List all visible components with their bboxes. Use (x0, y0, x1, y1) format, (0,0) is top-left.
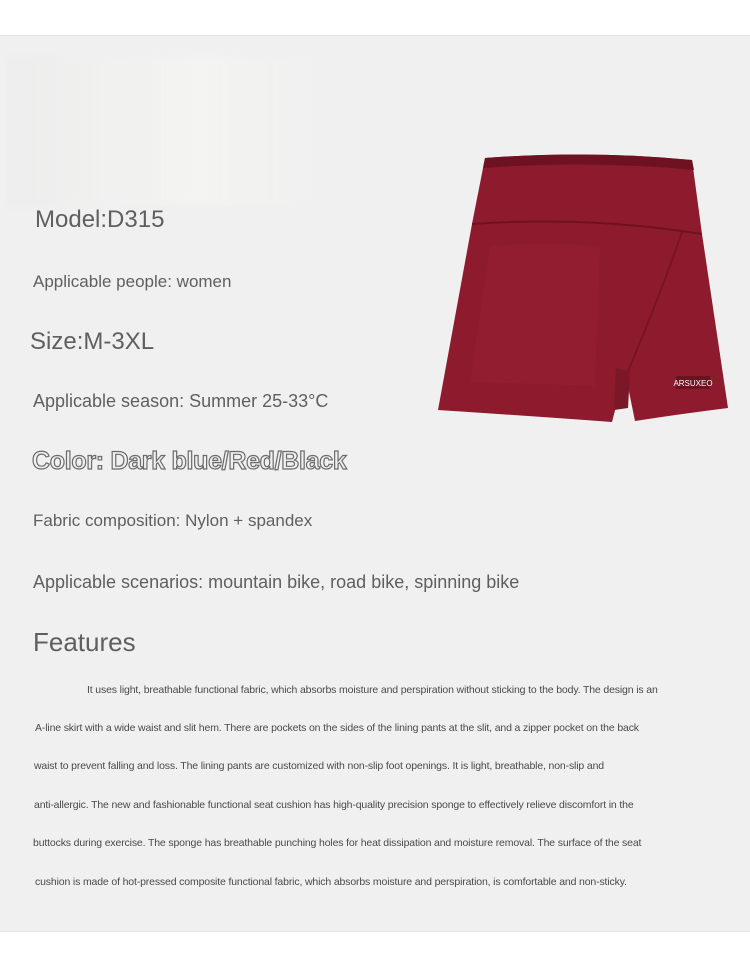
feature-line: It uses light, breathable functional fabric, which absorbs moisture and perspiration without sticking to the body. The design is an (87, 684, 658, 696)
spec-model: Model:D315 (35, 206, 165, 233)
spec-color: Color: Dark blue/Red/Black (32, 447, 347, 475)
spec-season: Applicable season: Summer 25-33°C (33, 391, 329, 411)
spec-applicable-people: Applicable people: women (33, 272, 232, 291)
skirt-illustration (430, 146, 740, 436)
faded-background-image (8, 56, 328, 206)
feature-line: A-line skirt with a wide waist and slit hem. There are pockets on the sides of the lining pants at the slit, and a zipper pocket on the back (35, 722, 639, 734)
spec-scenarios: Applicable scenarios: mountain bike, road bike, spinning bike (33, 572, 520, 592)
feature-line: waist to prevent falling and loss. The lining pants are customized with non-slip foot openings. It is light, breathable, non-slip and (34, 760, 604, 772)
spec-size: Size:M-3XL (30, 328, 155, 355)
features-heading: Features (33, 627, 136, 657)
product-detail-panel (0, 35, 750, 932)
feature-line: anti-allergic. The new and fashionable functional seat cushion has high-quality precision sponge to effectively relieve discomfort in the (34, 799, 634, 811)
feature-line: buttocks during exercise. The sponge has breathable punching holes for heat dissipation and moisture removal. The surface of the seat (33, 837, 642, 849)
feature-line: cushion is made of hot-pressed composite functional fabric, which absorbs moisture and perspiration, is comfortable and non-sticky. (35, 876, 627, 888)
brand-label: ARSUXEO (673, 379, 713, 388)
spec-fabric: Fabric composition: Nylon + spandex (33, 511, 313, 530)
product-image (430, 146, 740, 436)
